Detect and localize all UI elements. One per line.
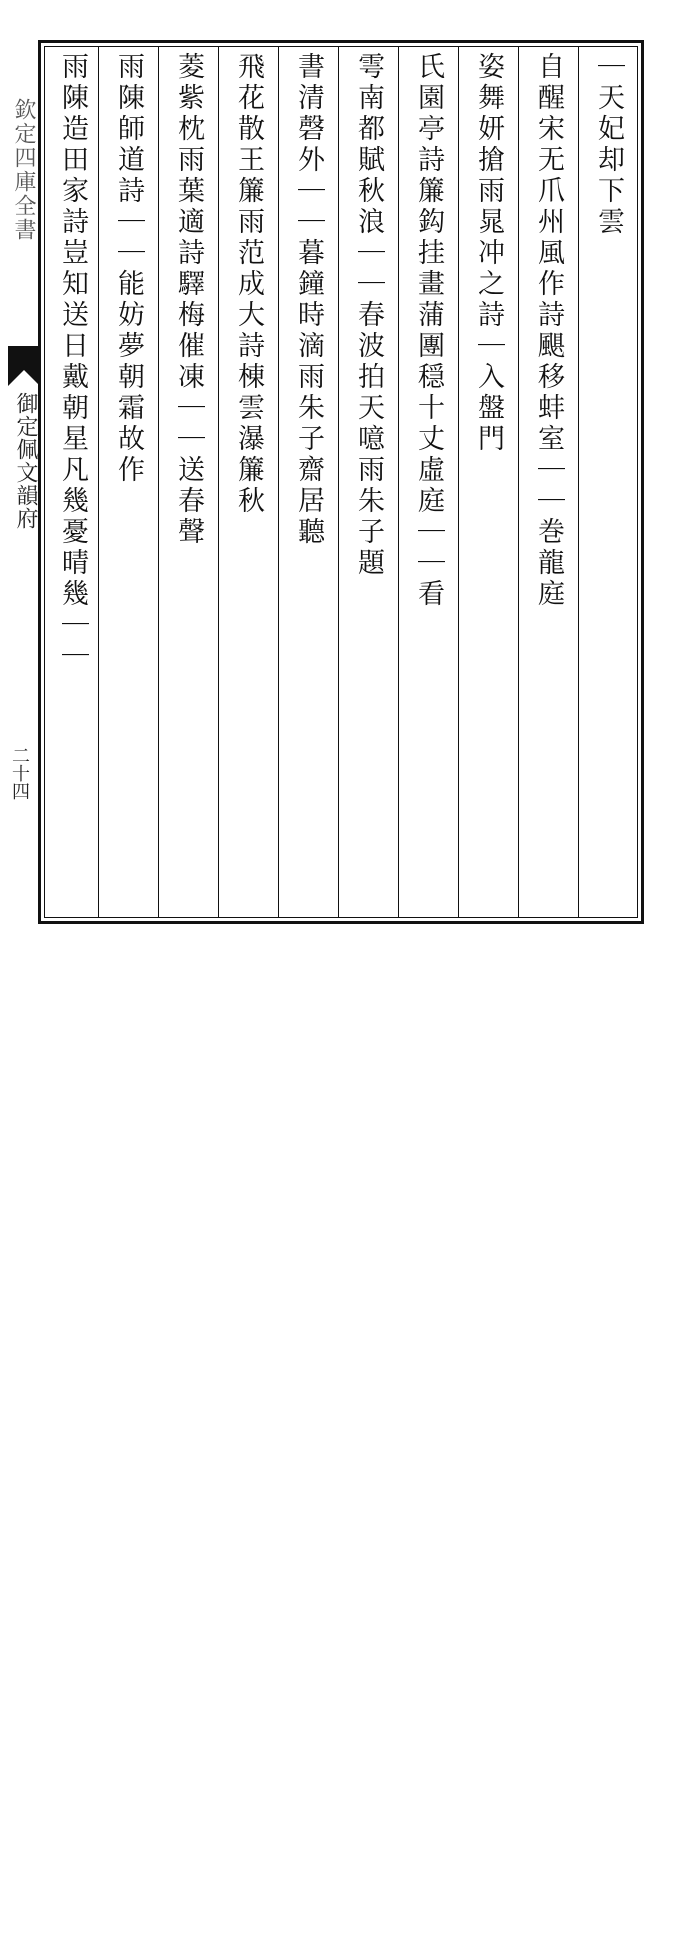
text-column-2: 自醒宋无爪州風作詩颶移蚌室｜｜巻龍庭: [533, 52, 564, 610]
text-column-8: 菱紫枕雨葉適詩驛梅催凍｜｜送春聲: [173, 52, 204, 548]
text-column-1: ｜天妃却下雲: [593, 52, 624, 238]
text-column-9: 雨陳師道詩｜｜能妨夢朝霜故作: [113, 52, 144, 486]
text-column-4: 氏園亭詩簾鈎挂畫蒲團穏十丈虛庭｜｜看: [413, 52, 444, 610]
column-rule: [158, 46, 159, 918]
column-rule: [578, 46, 579, 918]
fish-tail-mark-icon: [8, 346, 40, 386]
text-column-7: 飛花散王簾雨范成大詩棟雲瀑簾秋: [233, 52, 264, 517]
column-rule: [338, 46, 339, 918]
column-rule: [458, 46, 459, 918]
book-label: 欽定四庫全書: [11, 98, 36, 242]
column-rule: [278, 46, 279, 918]
text-column-3: 姿舞妍搶雨晁冲之詩｜入盤門: [473, 52, 504, 455]
column-rule: [518, 46, 519, 918]
text-column-6: 書清磬外｜｜暮鐘時滴雨朱子齋居聽: [293, 52, 324, 548]
column-rule: [218, 46, 219, 918]
text-column-5: 雩南都賦秋浪｜｜春波拍天噫雨朱子題: [353, 52, 384, 579]
column-rule: [98, 46, 99, 918]
page-margin: [2, 46, 42, 918]
page-number: 二十四: [9, 746, 30, 800]
text-column-10: 雨陳造田家詩豈知送日戴朝星凡幾憂晴幾｜｜: [57, 52, 88, 672]
volume-label: 御定佩文韻府: [13, 392, 38, 530]
column-rule: [398, 46, 399, 918]
